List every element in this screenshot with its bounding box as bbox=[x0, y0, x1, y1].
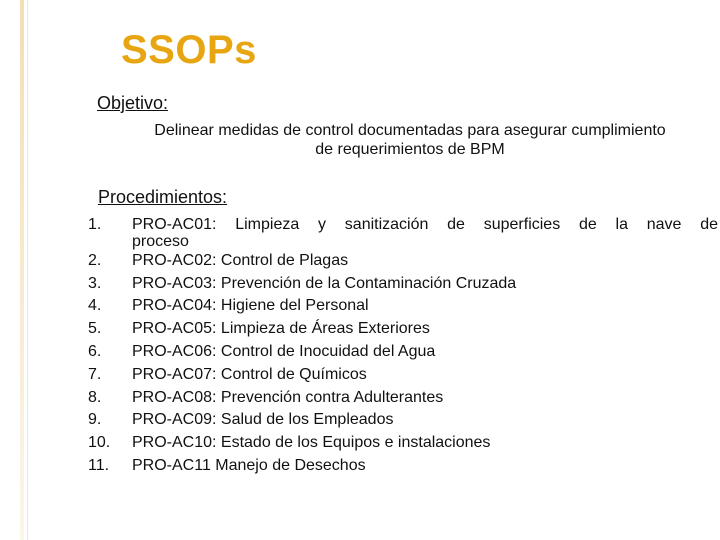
item-text: PRO-AC03: Prevención de la Contaminación Cruzada bbox=[132, 274, 517, 292]
item-text: PRO-AC02: Control de Plagas bbox=[132, 251, 349, 269]
item-number: 5. bbox=[88, 320, 102, 338]
list-item bbox=[88, 250, 718, 273]
item-number: 8. bbox=[88, 388, 102, 406]
item-number: 6. bbox=[88, 342, 102, 360]
item-text-continuation: proceso bbox=[132, 232, 189, 250]
item-number: 7. bbox=[88, 365, 102, 383]
item-text: PRO-AC04: Higiene del Personal bbox=[132, 297, 369, 315]
item-number: 1. bbox=[88, 216, 102, 233]
decorative-left-bar bbox=[20, 0, 24, 540]
item-number: 2. bbox=[88, 251, 102, 269]
objetivo-line-1: Delinear medidas de control documentadas para asegurar cumplimiento bbox=[154, 122, 666, 139]
list-item bbox=[88, 341, 718, 364]
item-number: 3. bbox=[88, 274, 102, 292]
procedimientos-heading: Procedimientos: bbox=[98, 187, 228, 207]
decorative-left-line bbox=[27, 0, 28, 540]
item-number: 10. bbox=[88, 434, 111, 452]
item-number: 11. bbox=[88, 456, 110, 474]
objetivo-heading: Objetivo: bbox=[97, 93, 169, 113]
item-text: PRO-AC01: Limpieza y sanitización de superficies de la nave de bbox=[132, 216, 718, 233]
item-number: 9. bbox=[88, 411, 102, 429]
list-item bbox=[88, 455, 718, 478]
list-item bbox=[88, 387, 718, 410]
item-text: PRO-AC07: Control de Químicos bbox=[132, 365, 367, 383]
objetivo-text bbox=[100, 121, 720, 159]
item-text: PRO-AC10: Estado de los Equipos e instalaciones bbox=[132, 434, 491, 452]
item-text: PRO-AC08: Prevención contra Adulterantes bbox=[132, 388, 444, 406]
list-item bbox=[88, 273, 718, 296]
objetivo-line-2: de requerimientos de BPM bbox=[315, 141, 505, 158]
item-text: PRO-AC05: Limpieza de Áreas Exteriores bbox=[132, 320, 430, 338]
item-text: PRO-AC06: Control de Inocuidad del Agua bbox=[132, 342, 436, 360]
slide-title: SSOPs bbox=[121, 28, 257, 72]
list-item bbox=[88, 318, 718, 341]
item-number: 4. bbox=[88, 297, 102, 315]
item-text-wrap bbox=[132, 214, 718, 250]
list-item bbox=[88, 409, 718, 432]
list-item bbox=[88, 432, 718, 455]
procedures-list bbox=[88, 214, 718, 478]
item-text: PRO-AC11 Manejo de Desechos bbox=[132, 456, 366, 474]
item-text: PRO-AC09: Salud de los Empleados bbox=[132, 411, 394, 429]
list-item bbox=[88, 214, 718, 250]
list-item bbox=[88, 295, 718, 318]
list-item bbox=[88, 364, 718, 387]
